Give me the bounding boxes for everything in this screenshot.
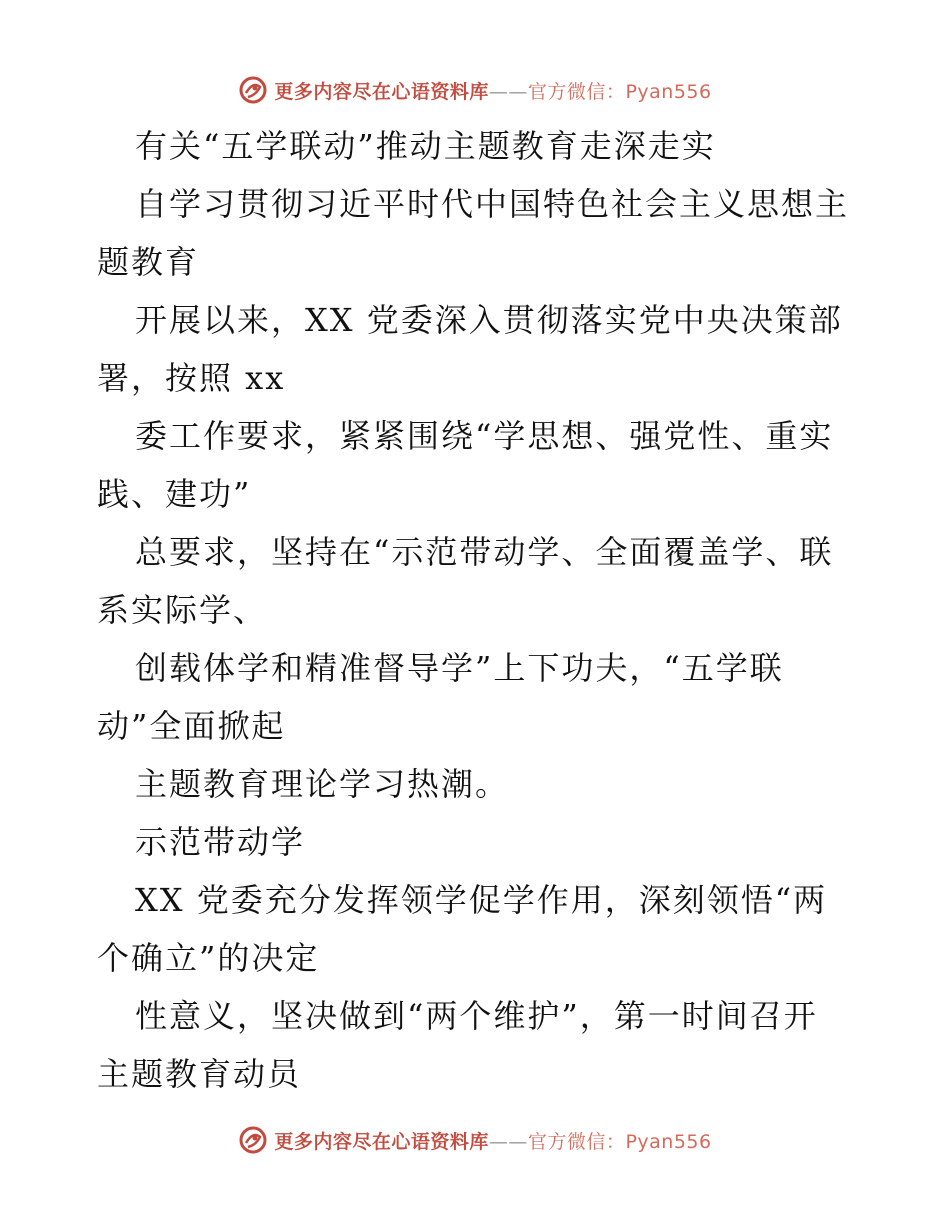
banner-wechat-label: 官方微信： bbox=[527, 1130, 626, 1153]
paragraph-line: 个确立”的决定 bbox=[97, 939, 320, 977]
paragraph-line: 题教育 bbox=[97, 243, 200, 281]
paragraph-line: 践、建功” bbox=[97, 475, 252, 513]
banner-brand: 更多内容尽在心语资料库 bbox=[274, 80, 489, 103]
paragraph-line: 创载体学和精准督导学”上下功夫，“五学联 bbox=[135, 649, 784, 687]
banner-text bbox=[274, 1127, 711, 1154]
banner-text bbox=[274, 77, 711, 104]
banner-brand: 更多内容尽在心语资料库 bbox=[274, 1130, 489, 1153]
footer-banner bbox=[0, 1120, 950, 1160]
paragraph-line: 系实际学、 bbox=[97, 591, 268, 629]
paragraph-line: 署，按照 xx bbox=[97, 359, 286, 397]
banner-wechat-id: Pyan556 bbox=[625, 1130, 712, 1153]
paragraph-line: 主题教育动员 bbox=[97, 1055, 302, 1093]
paragraph-line: 委工作要求，紧紧围绕“学思想、强党性、重实 bbox=[135, 417, 834, 455]
paragraph-line: 动”全面掀起 bbox=[97, 707, 286, 745]
paragraph-line: XX 党委充分发挥领学促学作用，深刻领悟“两 bbox=[135, 881, 828, 919]
banner-separator: —— bbox=[488, 1130, 528, 1153]
swirl-logo-icon bbox=[238, 75, 268, 105]
banner-wechat-id: Pyan556 bbox=[625, 80, 712, 103]
document-body bbox=[97, 117, 857, 1103]
paragraph-line: 主题教育理论学习热潮。 bbox=[135, 765, 510, 803]
paragraph-line: 性意义，坚决做到“两个维护”，第一时间召开 bbox=[135, 997, 818, 1035]
paragraph-line: 自学习贯彻习近平时代中国特色社会主义思想主 bbox=[135, 185, 850, 223]
section-heading: 示范带动学 bbox=[135, 823, 306, 861]
banner-wechat-label: 官方微信： bbox=[527, 80, 626, 103]
paragraph-line: 开展以来，XX 党委深入贯彻落实党中央决策部 bbox=[135, 301, 843, 339]
swirl-logo-icon bbox=[238, 1125, 268, 1155]
paragraph-line: 总要求，坚持在“示范带动学、全面覆盖学、联 bbox=[135, 533, 834, 571]
header-banner bbox=[0, 70, 950, 110]
banner-separator: —— bbox=[488, 80, 528, 103]
document-title: 有关“五学联动”推动主题教育走深走实 bbox=[135, 127, 716, 165]
